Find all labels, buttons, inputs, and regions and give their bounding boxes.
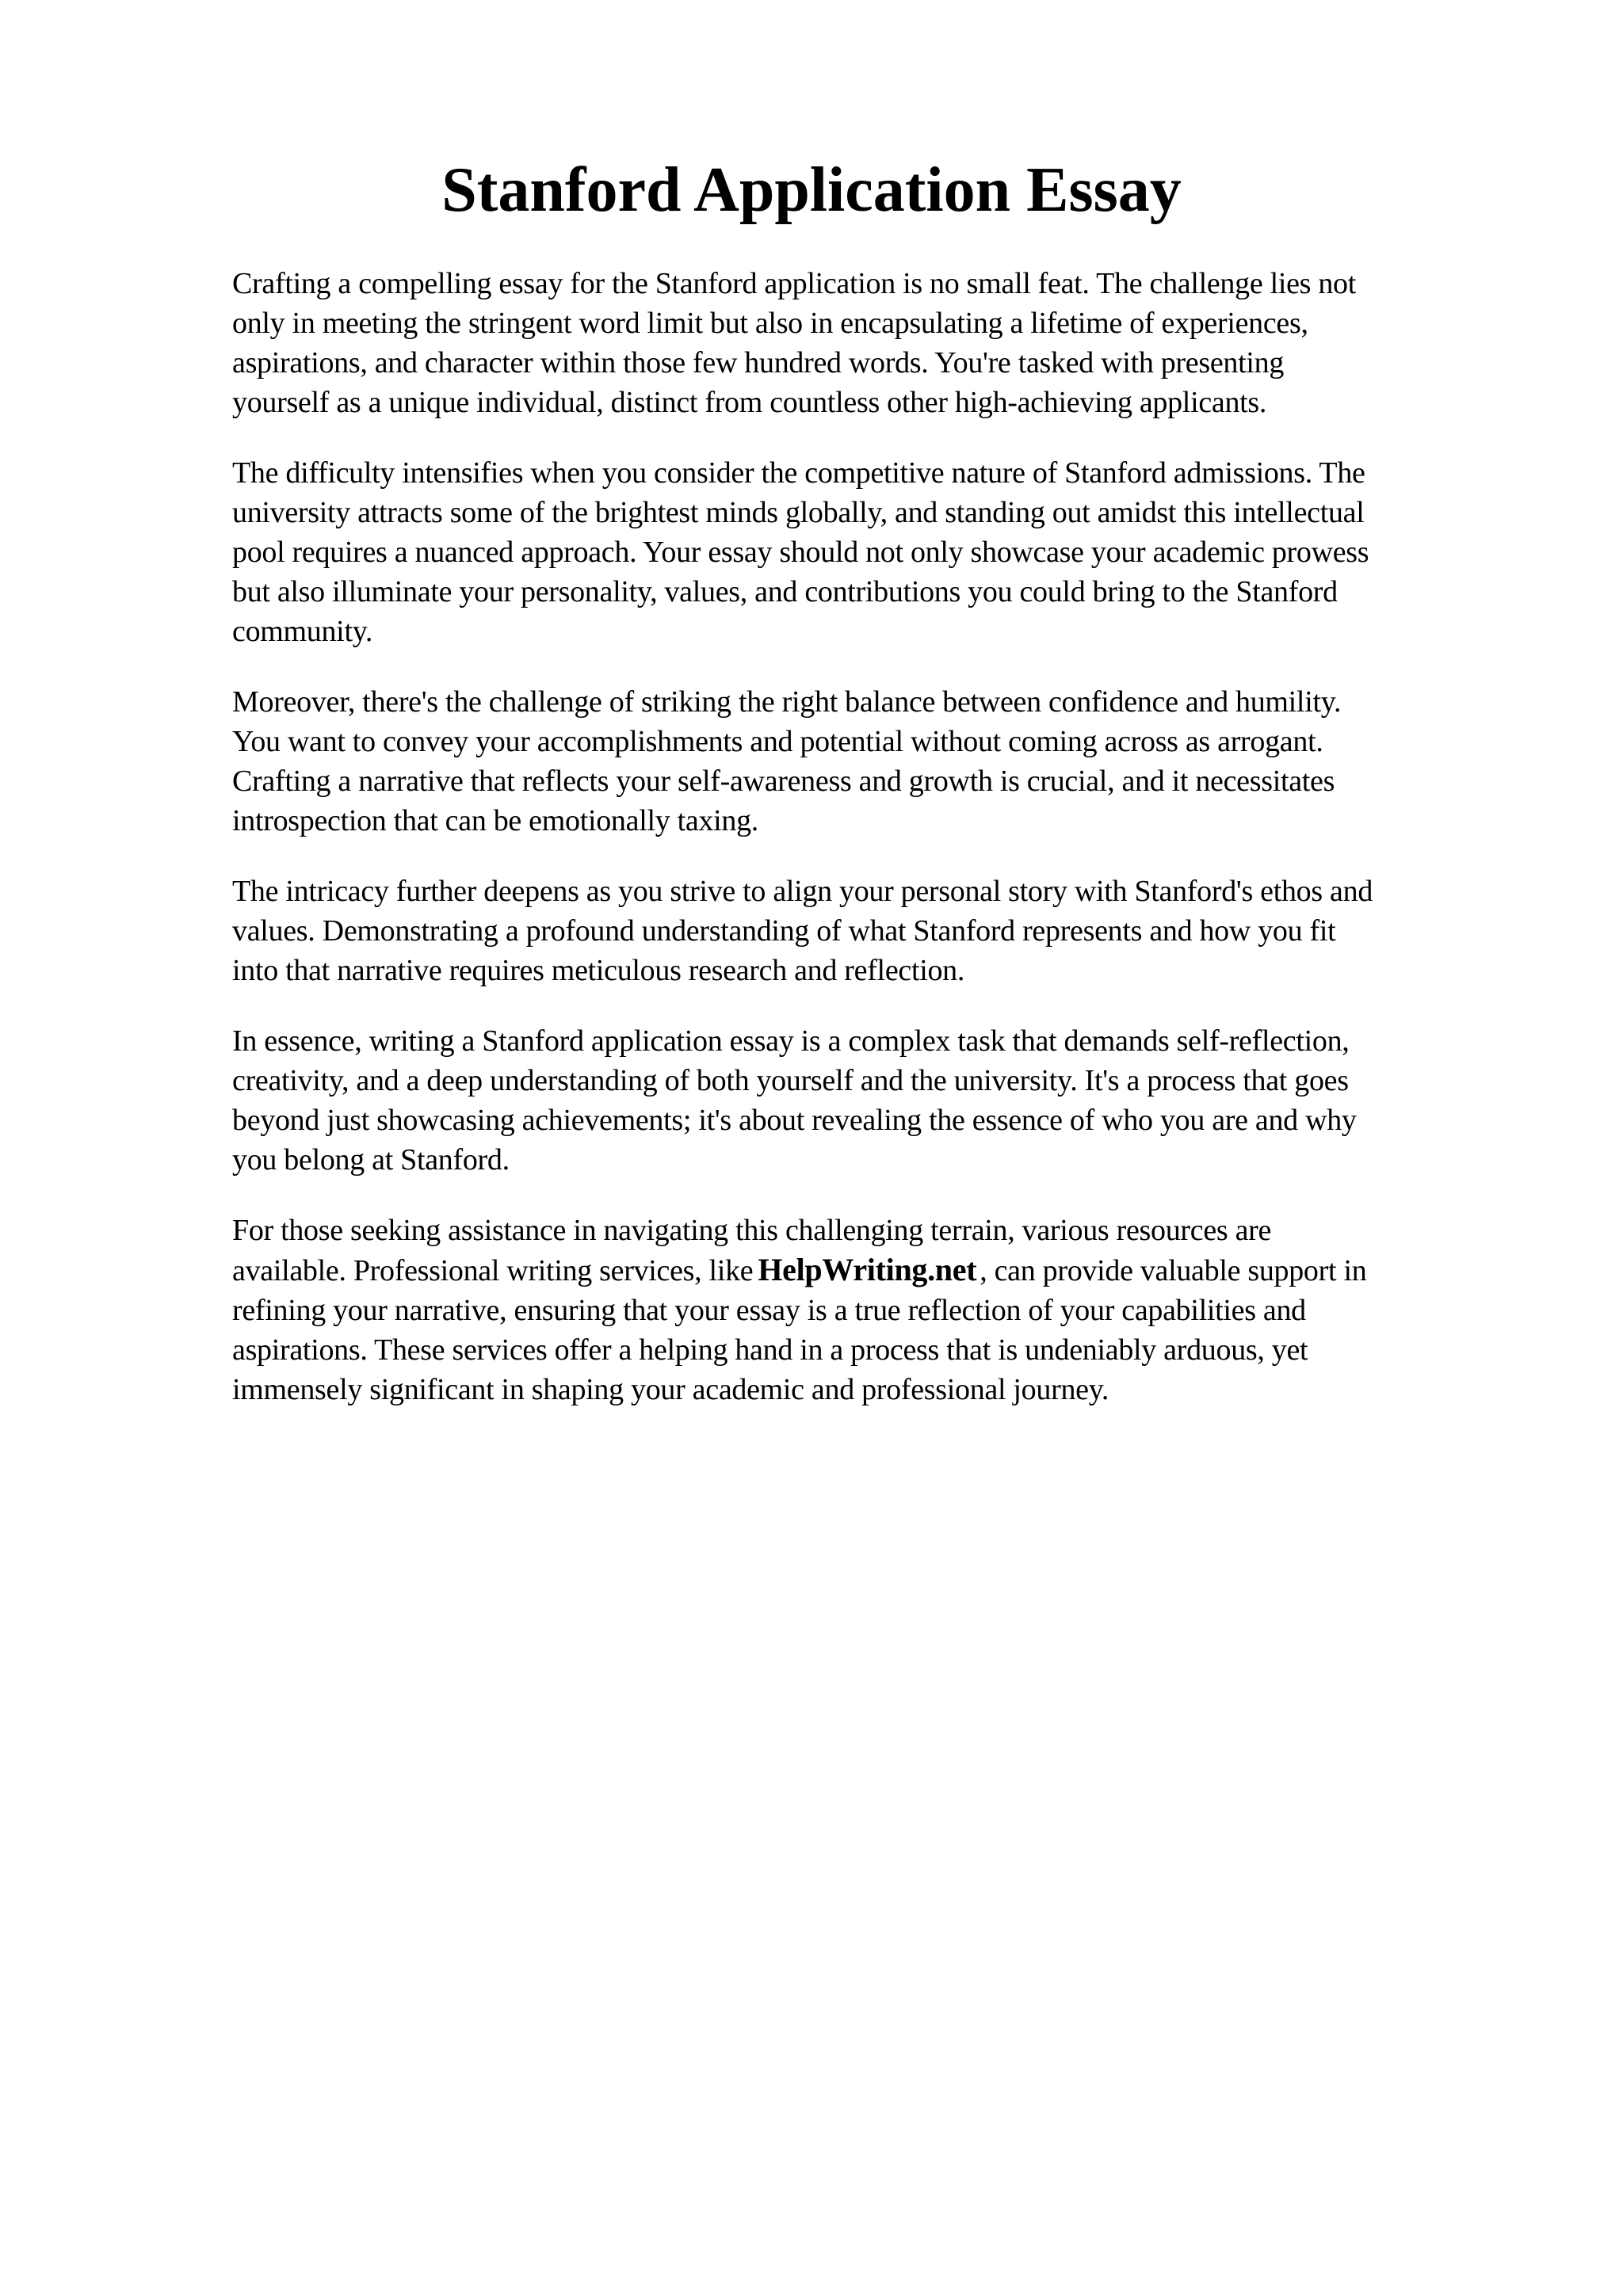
text-line: values. Demonstrating a profound understanding of what Stanford represents and how you fit [232,914,1336,948]
text-line: refining your narrative, ensuring that your essay is a true reflection of your capabilities and [232,1294,1306,1327]
text-line: Crafting a narrative that reflects your self-awareness and growth is crucial, and it necessitates [232,765,1335,798]
paragraph-6 [232,1211,1548,1409]
text-line: introspection that can be emotionally taxing. [232,804,758,837]
text-line: creativity, and a deep understanding of both yourself and the university. It's a process that goes [232,1064,1349,1097]
text-line: You want to convey your accomplishments and potential without coming across as arrogant. [232,725,1323,758]
text-line: Crafting a compelling essay for the Stanford application is no small feat. The challenge lies not [232,267,1357,300]
text-line: you belong at Stanford. [232,1143,510,1177]
text-line: but also illuminate your personality, values, and contributions you could bring to the Stanford [232,575,1338,608]
text-line: yourself as a unique individual, distinct from countless other high-achieving applicants. [232,386,1267,419]
paragraph-4 [232,871,1548,990]
paragraph-3 [232,682,1548,841]
brand-name: HelpWriting.net [758,1252,977,1287]
text-segment: , can provide valuable support in [980,1254,1367,1287]
text-line: into that narrative requires meticulous research and reflection. [232,954,965,987]
text-line: The difficulty intensifies when you consider the competitive nature of Stanford admissions. The [232,456,1365,490]
paragraph-1 [232,264,1548,422]
essay-body [232,264,1548,1440]
paragraph-2 [232,453,1548,651]
text-line: The intricacy further deepens as you strive to align your personal story with Stanford's ethos and [232,875,1373,908]
text-line: immensely significant in shaping your academic and professional journey. [232,1373,1109,1406]
essay-title: Stanford Application Essay [441,155,1182,225]
text-line: aspirations. These services offer a helping hand in a process that is undeniably arduous, yet [232,1333,1308,1367]
text-line: community. [232,615,373,648]
text-line-with-brand [232,1250,1548,1291]
text-segment: available. Professional writing services, like [232,1254,754,1287]
paragraph-5 [232,1021,1548,1180]
text-line: aspirations, and character within those few hundred words. You're tasked with presenting [232,346,1285,379]
text-line: For those seeking assistance in navigating this challenging terrain, various resources are [232,1214,1272,1247]
text-line: pool requires a nuanced approach. Your essay should not only showcase your academic prowess [232,536,1369,569]
text-line: Moreover, there's the challenge of striking the right balance between confidence and humility. [232,685,1342,719]
text-line: beyond just showcasing achievements; it's about revealing the essence of who you are and why [232,1104,1357,1137]
text-line: In essence, writing a Stanford application essay is a complex task that demands self-reflection, [232,1024,1350,1058]
text-line: only in meeting the stringent word limit but also in encapsulating a lifetime of experiences, [232,307,1308,340]
text-line: university attracts some of the brightest minds globally, and standing out amidst this intellectual [232,496,1365,529]
